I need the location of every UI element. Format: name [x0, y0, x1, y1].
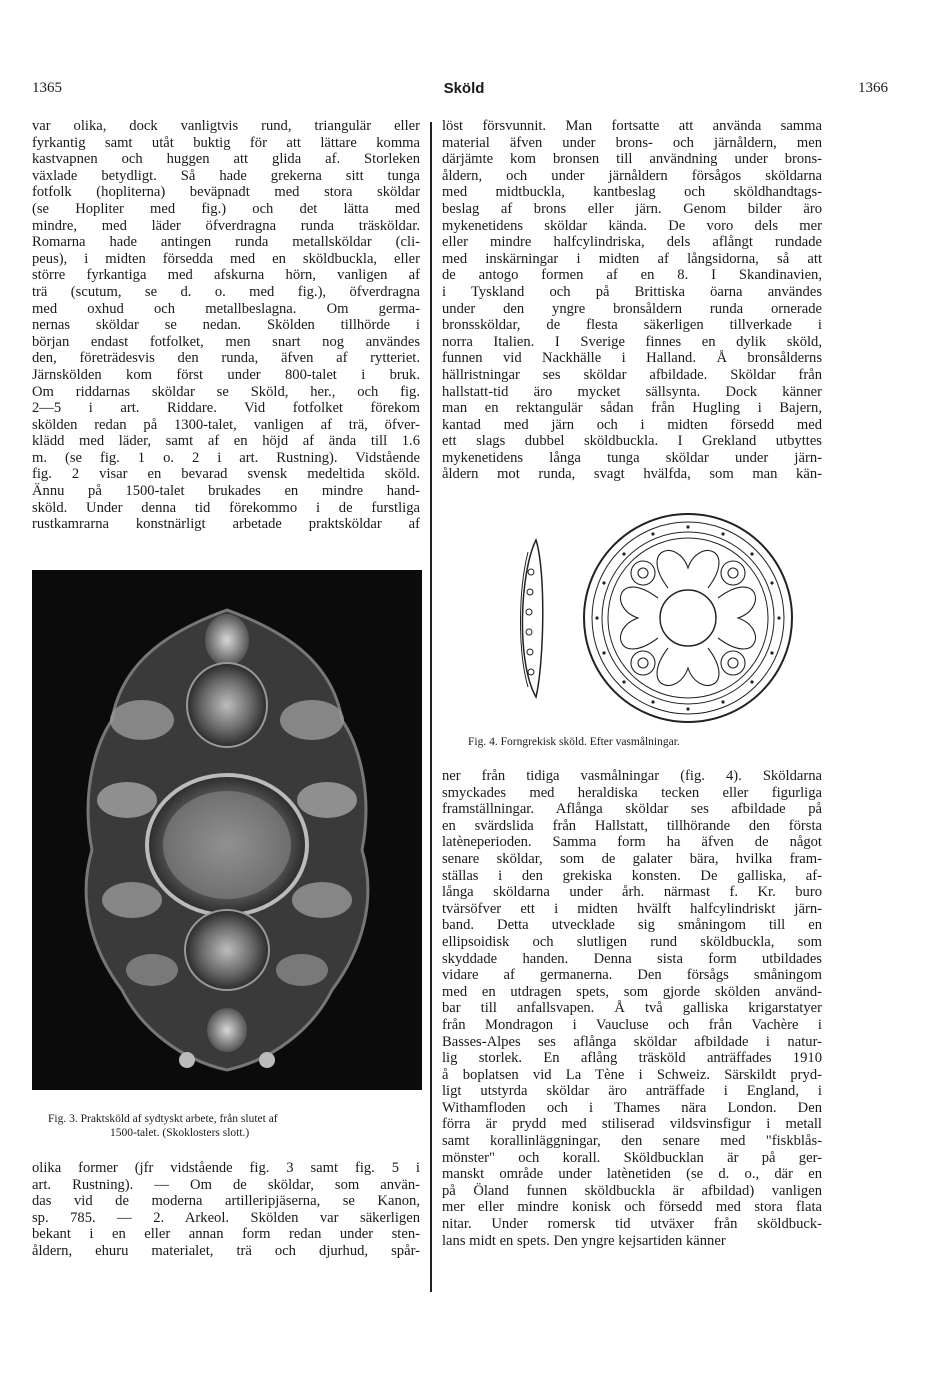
- text-line: åldern, ehuru materialet, trä och djurhud, spår-: [32, 1242, 420, 1259]
- text-line: senare sköldar, som de galater bära, hvilka fram-: [442, 850, 822, 867]
- text-line: var olika, dock vanligtvis rund, triangulär eller: [32, 118, 420, 134]
- text-line: nernas sköldar se nedan. Skölden tillhörde i: [32, 317, 420, 334]
- text-line: Withamfloden och i Thames nära London. Den: [442, 1099, 822, 1116]
- page-number-right: 1366: [858, 80, 888, 96]
- text-line: klädd med läder, samt af en höjd af ända till 1.6: [32, 433, 420, 450]
- text-line: de antogo formen af en 8. I Skandinavien,: [442, 267, 822, 284]
- text-line: under den yngre bronsåldern runda ornerade: [442, 300, 822, 317]
- text-line: material äfven under brons- och järnåldern, men: [442, 134, 822, 151]
- text-line: en svärdslida från Hallstatt, tillhörande den första: [442, 817, 822, 834]
- text-line: art. Rustning). — Om de sköldar, som använ-: [32, 1176, 420, 1193]
- text-line: förra är prydd med stiliserad vildsvinsfigur i metall: [442, 1116, 822, 1133]
- text-line: beslag af brons eller järn. Genom bilder äro: [442, 200, 822, 217]
- text-line: vidare af germanerna. Den försågs småningom: [442, 967, 822, 984]
- text-line: med en utdragen spets, som gjorde skölden använd-: [442, 983, 822, 1000]
- left-column-text-top: [32, 118, 420, 533]
- text-line: den, företrädesvis den runda, äfven af rytteriet.: [32, 350, 420, 367]
- text-line: ellipsoidisk och slutligen rund sköldbuckla, som: [442, 933, 822, 950]
- text-line: kantad med järn och i midten försedd med: [442, 416, 822, 433]
- text-line: ett slags dubbel sköldbuckla. I Grekland utbyttes: [442, 433, 822, 450]
- text-line: skyddade handen. Denna sista form utbildades: [442, 950, 822, 967]
- text-line: Järnskölden kom först under 800-talet i bruk.: [32, 366, 420, 383]
- text-line: ställas i den grekiska konsten. De galliska, af-: [442, 867, 822, 884]
- text-line: man en rektangulär sådan från Hugling i Bajern,: [442, 400, 822, 417]
- text-line: hallstatt-tid äro mycket sällsynta. Dock känner: [442, 383, 822, 400]
- text-line: trä (scutum, se d. o. med fig.), öfverdragna: [32, 283, 420, 300]
- text-line: ligt utstyrda sköldar äro anträffade i England, i: [442, 1083, 822, 1100]
- text-line: Romarna hade antingen runda metallsköldar (cli-: [32, 234, 420, 251]
- text-line: band. Detta utvecklade sig småningom till en: [442, 917, 822, 934]
- text-line: norra Italien. I Sverige finnes en dylik sköld,: [442, 333, 822, 350]
- text-line: bar till anfallsvapen. Å två galliska krigarstatyer: [442, 1000, 822, 1017]
- fig4-greek-shield-drawing: [498, 512, 818, 724]
- page-number-left: 1365: [32, 80, 62, 96]
- text-line: funnen vid Nackhälle i Halland. Å bronsålderns: [442, 350, 822, 367]
- text-line: sp. 785. — 2. Arkeol. Skölden var säkerligen: [32, 1209, 420, 1226]
- text-line: växlade betydligt. Så hade grekerna sitt tunga: [32, 167, 420, 184]
- text-line: med midtbuckla, kantbeslag och sköldhandtags-: [442, 184, 822, 201]
- text-line: tvärsöfver ett i midten hvälft halfcylindriskt järn-: [442, 900, 822, 917]
- text-line: fyrkantig samt utåt buktig för att lättare komma: [32, 134, 420, 151]
- fig3-caption: [48, 1112, 420, 1140]
- text-line: mykenetidens långa tunga sköldar under järn-: [442, 449, 822, 466]
- text-line: samt korallinläggningar, den senare med "fiskblås-: [442, 1133, 822, 1150]
- text-line: rustkamrarna konstnärligt arbetade praktsköldar af: [32, 516, 420, 533]
- text-line: eller mindre halfcylindriska, dels aflångt rundade: [442, 234, 822, 251]
- text-line: början endast fotfolket, men snart nog användes: [32, 333, 420, 350]
- text-line: större fyrkantiga med afskurna hörn, vanligen af: [32, 267, 420, 284]
- text-line: hällristningar ses sköldar afbildade. Sköldar från: [442, 366, 822, 383]
- page-title: Sköld: [443, 80, 485, 97]
- text-line: ner från tidiga vasmålningar (fig. 4). Sköldarna: [442, 768, 822, 784]
- fig3-caption-line1: Fig. 3. Praktsköld af sydtyskt arbete, från slutet af: [48, 1113, 278, 1125]
- text-line: Basses-Alpes ses aflånga sköldar afbildade i natur-: [442, 1033, 822, 1050]
- text-line: löst försvunnit. Man fortsatte att använda samma: [442, 118, 822, 134]
- text-line: lans midt en spets. Den yngre kejsartiden känner: [442, 1232, 726, 1249]
- text-line: m. (se fig. 1 o. 2 i art. Rustning). Vidstående: [32, 449, 420, 466]
- text-line: å boplatsen vid La Tène i Schweiz. Särskildt pryd-: [442, 1066, 822, 1083]
- text-line: långa sköldarna under årh. närmast f. Kr. buro: [442, 884, 822, 901]
- column-divider: [430, 122, 432, 1292]
- text-line: åldern, och under järnåldern försågos sköldarna: [442, 167, 822, 184]
- text-line: framställningar. Aflånga sköldar ses afbildade på: [442, 801, 822, 818]
- text-line: fig. 2 visar en bevarad svensk medeltida sköld.: [32, 466, 420, 483]
- text-line: fotfolk (hopliterna) beväpnadt med stora sköldar: [32, 184, 420, 201]
- fig3-ornate-shield-photo: [32, 570, 422, 1090]
- text-line: manskt område under latènetiden (se d. o., där en: [442, 1166, 822, 1183]
- text-line: bekant i en eller annan form redan under sten-: [32, 1226, 420, 1243]
- text-line: med oxhud och metallbeslagna. Om germa-: [32, 300, 420, 317]
- fig4-caption: Fig. 4. Forngrekisk sköld. Efter vasmålningar.: [468, 736, 680, 748]
- left-column-text-bottom: [32, 1160, 420, 1260]
- text-line: das vid de moderna artilleripjäserna, se Kanon,: [32, 1193, 420, 1210]
- text-line: bronssköldar, de flesta säkerligen tillverkade i: [442, 317, 822, 334]
- text-line: mykenetidens sköldar kända. De voro dels mer: [442, 217, 822, 234]
- text-line: åldern mot runda, svagt hvälfda, som man kän-: [442, 466, 822, 483]
- text-line: därjämte kom bronsen till användning under brons-: [442, 151, 822, 168]
- text-line: 2—5 i art. Riddare. Vid fotfolket förekom: [32, 400, 420, 417]
- text-line: i Tyskland och på Brittiska öarna användes: [442, 283, 822, 300]
- text-line: sköld. Under denna tid förekommo i de furstliga: [32, 499, 420, 516]
- text-line: mönster" och korall. Sköldbucklan är på ger-: [442, 1149, 822, 1166]
- text-line: lig storlek. En aflång träsköld anträffades 1910: [442, 1050, 822, 1067]
- text-line: peus), i midten försedda med en sköldbuckla, eller: [32, 250, 420, 267]
- text-line: mindre, med läder öfverdragna runda träsköldar.: [32, 217, 420, 234]
- text-line: olika former (jfr vidstående fig. 3 samt fig. 5 i: [32, 1160, 420, 1176]
- right-column-text-top: [442, 118, 822, 483]
- ornate-shield-illustration: [32, 570, 422, 1090]
- text-line: nitar. Under romersk tid utväxer från sköldbuck-: [442, 1216, 822, 1233]
- text-line: Om riddarnas sköldar se Sköld, her., och fig.: [32, 383, 420, 400]
- text-line: skölden redan på 1300-talet, vanligen af trä, öfver-: [32, 416, 420, 433]
- right-column-text-bottom: [442, 768, 822, 1249]
- text-line: smyckades med heraldiska tecken eller figurliga: [442, 784, 822, 801]
- text-line: med inskärningar i midten af långsidorna, så att: [442, 250, 822, 267]
- fig3-caption-line2: 1500-talet. (Skoklosters slott.): [110, 1127, 250, 1139]
- text-line: (se Hopliter med fig.) och det lätta med: [32, 200, 420, 217]
- text-line: från Mondragon i Vaucluse och från Vachère i: [442, 1016, 822, 1033]
- text-line: latèneperioden. Samma form ha äfven de något: [442, 834, 822, 851]
- text-line: på Öland funnen sköldbuckla är afbildad) vanligen: [442, 1182, 822, 1199]
- text-line: Ännu på 1500-talet brukades en mindre hand-: [32, 483, 420, 500]
- text-line: mer eller mindre konisk och försedd med stora flata: [442, 1199, 822, 1216]
- text-line: kastvapnen och huggen att glida af. Storleken: [32, 151, 420, 168]
